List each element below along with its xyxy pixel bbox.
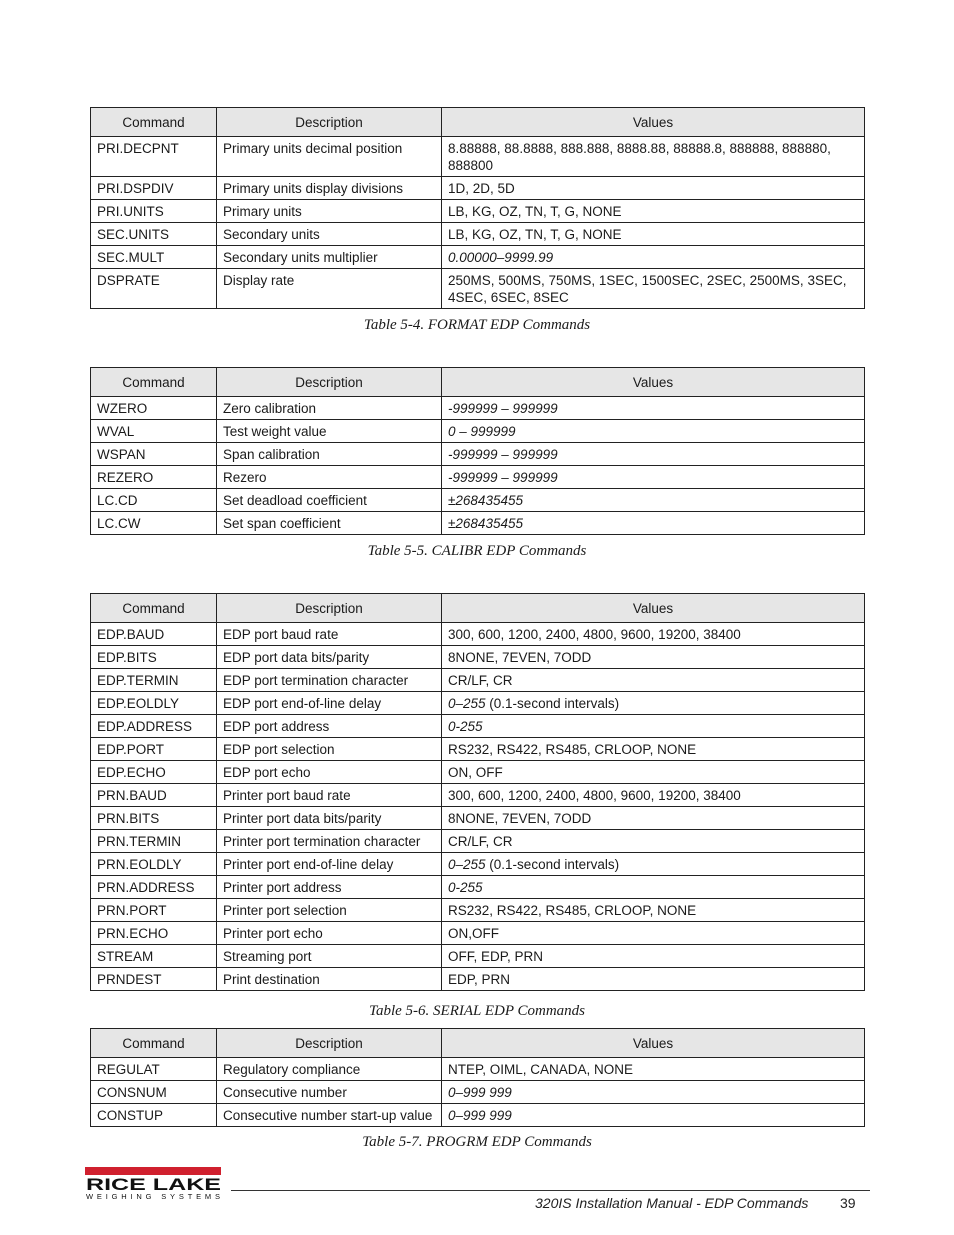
command-cell: LC.CW bbox=[91, 512, 217, 535]
command-table bbox=[90, 107, 865, 309]
header-command: Command bbox=[91, 108, 217, 137]
header-values: Values bbox=[442, 594, 865, 623]
values-cell: LB, KG, OZ, TN, T, G, NONE bbox=[442, 223, 865, 246]
command-cell: PRN.TERMIN bbox=[91, 830, 217, 853]
values-cell: 0–999 999 bbox=[442, 1081, 865, 1104]
values-cell: 300, 600, 1200, 2400, 4800, 9600, 19200, 38400 bbox=[442, 623, 865, 646]
command-cell: WVAL bbox=[91, 420, 217, 443]
logo-sub-text: WEIGHING SYSTEMS bbox=[86, 1192, 220, 1201]
description-cell: Rezero bbox=[217, 466, 442, 489]
description-cell: Secondary units bbox=[217, 223, 442, 246]
description-cell: EDP port baud rate bbox=[217, 623, 442, 646]
table-row bbox=[91, 899, 865, 922]
description-cell: Consecutive number start-up value bbox=[217, 1104, 442, 1127]
rice-lake-logo bbox=[85, 1167, 225, 1201]
values-cell: LB, KG, OZ, TN, T, G, NONE bbox=[442, 200, 865, 223]
command-table bbox=[90, 593, 865, 991]
values-range: 0–255 bbox=[448, 857, 486, 872]
table-row bbox=[91, 922, 865, 945]
values-cell: 250MS, 500MS, 750MS, 1SEC, 1500SEC, 2SEC, 2500MS, 3SEC, 4SEC, 6SEC, 8SEC bbox=[442, 269, 865, 309]
command-cell: PRI.DECPNT bbox=[91, 137, 217, 177]
table-row bbox=[91, 715, 865, 738]
description-cell: Printer port selection bbox=[217, 899, 442, 922]
command-cell: PRN.ECHO bbox=[91, 922, 217, 945]
description-cell: EDP port selection bbox=[217, 738, 442, 761]
command-cell: EDP.EOLDLY bbox=[91, 692, 217, 715]
description-cell: Printer port echo bbox=[217, 922, 442, 945]
values-cell: ±268435455 bbox=[442, 512, 865, 535]
logo-main-text: RICE LAKE bbox=[86, 1175, 221, 1194]
description-cell: EDP port end-of-line delay bbox=[217, 692, 442, 715]
page-number: 39 bbox=[840, 1195, 856, 1211]
table-row bbox=[91, 420, 865, 443]
description-cell: Set deadload coefficient bbox=[217, 489, 442, 512]
values-cell: CR/LF, CR bbox=[442, 830, 865, 853]
caption-5-7: Table 5-7. PROGRM EDP Commands bbox=[362, 1134, 592, 1150]
values-cell: ±268435455 bbox=[442, 489, 865, 512]
values-cell: 300, 600, 1200, 2400, 4800, 9600, 19200, 38400 bbox=[442, 784, 865, 807]
description-cell: Zero calibration bbox=[217, 397, 442, 420]
table-row bbox=[91, 177, 865, 200]
description-cell: Span calibration bbox=[217, 443, 442, 466]
values-cell: 0-255 bbox=[442, 876, 865, 899]
table-row bbox=[91, 223, 865, 246]
header-values: Values bbox=[442, 1029, 865, 1058]
values-cell: 0.00000–9999.99 bbox=[442, 246, 865, 269]
description-cell: Test weight value bbox=[217, 420, 442, 443]
header-row bbox=[91, 368, 865, 397]
table-row bbox=[91, 692, 865, 715]
values-cell: 0–999 999 bbox=[442, 1104, 865, 1127]
command-cell: PRN.PORT bbox=[91, 899, 217, 922]
table-row bbox=[91, 945, 865, 968]
table-row bbox=[91, 669, 865, 692]
description-cell: Printer port termination character bbox=[217, 830, 442, 853]
caption-5-6: Table 5-6. SERIAL EDP Commands bbox=[369, 1003, 585, 1019]
header-description: Description bbox=[217, 1029, 442, 1058]
table-row bbox=[91, 443, 865, 466]
values-cell: OFF, EDP, PRN bbox=[442, 945, 865, 968]
table-row bbox=[91, 397, 865, 420]
command-cell: EDP.ECHO bbox=[91, 761, 217, 784]
header-command: Command bbox=[91, 594, 217, 623]
header-command: Command bbox=[91, 368, 217, 397]
description-cell: EDP port data bits/parity bbox=[217, 646, 442, 669]
description-cell: Print destination bbox=[217, 968, 442, 991]
table-row bbox=[91, 269, 865, 309]
table-5-7 bbox=[90, 1028, 864, 1127]
description-cell: Primary units decimal position bbox=[217, 137, 442, 177]
description-cell: Printer port baud rate bbox=[217, 784, 442, 807]
command-cell: PRN.BITS bbox=[91, 807, 217, 830]
logo-red-bar bbox=[85, 1167, 221, 1175]
header-description: Description bbox=[217, 368, 442, 397]
command-cell: PRNDEST bbox=[91, 968, 217, 991]
values-cell: 1D, 2D, 5D bbox=[442, 177, 865, 200]
header-row bbox=[91, 108, 865, 137]
table-row bbox=[91, 738, 865, 761]
description-cell: EDP port echo bbox=[217, 761, 442, 784]
values-cell: 8NONE, 7EVEN, 7ODD bbox=[442, 646, 865, 669]
table-row bbox=[91, 968, 865, 991]
table-row bbox=[91, 1058, 865, 1081]
table-row bbox=[91, 200, 865, 223]
description-cell: Printer port data bits/parity bbox=[217, 807, 442, 830]
command-cell: REGULAT bbox=[91, 1058, 217, 1081]
command-cell: EDP.PORT bbox=[91, 738, 217, 761]
values-cell: 8NONE, 7EVEN, 7ODD bbox=[442, 807, 865, 830]
table-row bbox=[91, 512, 865, 535]
table-row bbox=[91, 646, 865, 669]
header-row bbox=[91, 594, 865, 623]
table-row bbox=[91, 761, 865, 784]
description-cell: EDP port termination character bbox=[217, 669, 442, 692]
values-cell bbox=[442, 692, 865, 715]
description-cell: Secondary units multiplier bbox=[217, 246, 442, 269]
table-5-6 bbox=[90, 593, 864, 991]
table-row bbox=[91, 830, 865, 853]
table-row bbox=[91, 784, 865, 807]
caption-5-4: Table 5-4. FORMAT EDP Commands bbox=[363, 317, 591, 333]
table-5-4 bbox=[90, 107, 864, 309]
header-description: Description bbox=[217, 108, 442, 137]
command-cell: WZERO bbox=[91, 397, 217, 420]
description-cell: Printer port address bbox=[217, 876, 442, 899]
table-row bbox=[91, 137, 865, 177]
values-cell: RS232, RS422, RS485, CRLOOP, NONE bbox=[442, 899, 865, 922]
command-table bbox=[90, 1028, 865, 1127]
command-cell: SEC.MULT bbox=[91, 246, 217, 269]
table-row bbox=[91, 1081, 865, 1104]
command-cell: STREAM bbox=[91, 945, 217, 968]
values-cell bbox=[442, 853, 865, 876]
values-cell: EDP, PRN bbox=[442, 968, 865, 991]
values-cell: 0-255 bbox=[442, 715, 865, 738]
description-cell: Primary units bbox=[217, 200, 442, 223]
table-row bbox=[91, 876, 865, 899]
table-row bbox=[91, 489, 865, 512]
command-cell: CONSNUM bbox=[91, 1081, 217, 1104]
table-row bbox=[91, 466, 865, 489]
values-range: 0–255 bbox=[448, 696, 486, 711]
description-cell: Regulatory compliance bbox=[217, 1058, 442, 1081]
command-cell: LC.CD bbox=[91, 489, 217, 512]
header-command: Command bbox=[91, 1029, 217, 1058]
values-cell: RS232, RS422, RS485, CRLOOP, NONE bbox=[442, 738, 865, 761]
header-values: Values bbox=[442, 108, 865, 137]
values-cell: 8.88888, 88.8888, 888.888, 8888.88, 88888.8, 888888, 888880, 888800 bbox=[442, 137, 865, 177]
header-description: Description bbox=[217, 594, 442, 623]
values-cell: -999999 – 999999 bbox=[442, 397, 865, 420]
command-cell: EDP.BAUD bbox=[91, 623, 217, 646]
table-row bbox=[91, 853, 865, 876]
description-cell: EDP port address bbox=[217, 715, 442, 738]
header-row bbox=[91, 1029, 865, 1058]
command-cell: PRN.EOLDLY bbox=[91, 853, 217, 876]
values-cell: -999999 – 999999 bbox=[442, 443, 865, 466]
description-cell: Display rate bbox=[217, 269, 442, 309]
footer-title: 320IS Installation Manual - EDP Commands bbox=[535, 1195, 809, 1211]
description-cell: Consecutive number bbox=[217, 1081, 442, 1104]
values-cell: 0 – 999999 bbox=[442, 420, 865, 443]
table-row bbox=[91, 807, 865, 830]
command-cell: CONSTUP bbox=[91, 1104, 217, 1127]
description-cell: Primary units display divisions bbox=[217, 177, 442, 200]
values-suffix: (0.1-second intervals) bbox=[485, 857, 620, 872]
command-table bbox=[90, 367, 865, 535]
table-row bbox=[91, 246, 865, 269]
command-cell: PRN.ADDRESS bbox=[91, 876, 217, 899]
command-cell: SEC.UNITS bbox=[91, 223, 217, 246]
values-cell: NTEP, OIML, CANADA, NONE bbox=[442, 1058, 865, 1081]
command-cell: EDP.BITS bbox=[91, 646, 217, 669]
values-cell: ON, OFF bbox=[442, 761, 865, 784]
command-cell: EDP.ADDRESS bbox=[91, 715, 217, 738]
values-cell: CR/LF, CR bbox=[442, 669, 865, 692]
values-suffix: (0.1-second intervals) bbox=[485, 696, 620, 711]
table-row bbox=[91, 1104, 865, 1127]
table-row bbox=[91, 623, 865, 646]
description-cell: Set span coefficient bbox=[217, 512, 442, 535]
header-values: Values bbox=[442, 368, 865, 397]
caption-5-5: Table 5-5. CALIBR EDP Commands bbox=[367, 543, 587, 559]
command-cell: PRI.DSPDIV bbox=[91, 177, 217, 200]
description-cell: Printer port end-of-line delay bbox=[217, 853, 442, 876]
values-cell: -999999 – 999999 bbox=[442, 466, 865, 489]
command-cell: WSPAN bbox=[91, 443, 217, 466]
command-cell: PRI.UNITS bbox=[91, 200, 217, 223]
command-cell: PRN.BAUD bbox=[91, 784, 217, 807]
table-5-5 bbox=[90, 367, 864, 535]
footer-rule bbox=[231, 1190, 870, 1191]
command-cell: REZERO bbox=[91, 466, 217, 489]
command-cell: DSPRATE bbox=[91, 269, 217, 309]
description-cell: Streaming port bbox=[217, 945, 442, 968]
command-cell: EDP.TERMIN bbox=[91, 669, 217, 692]
values-cell: ON,OFF bbox=[442, 922, 865, 945]
